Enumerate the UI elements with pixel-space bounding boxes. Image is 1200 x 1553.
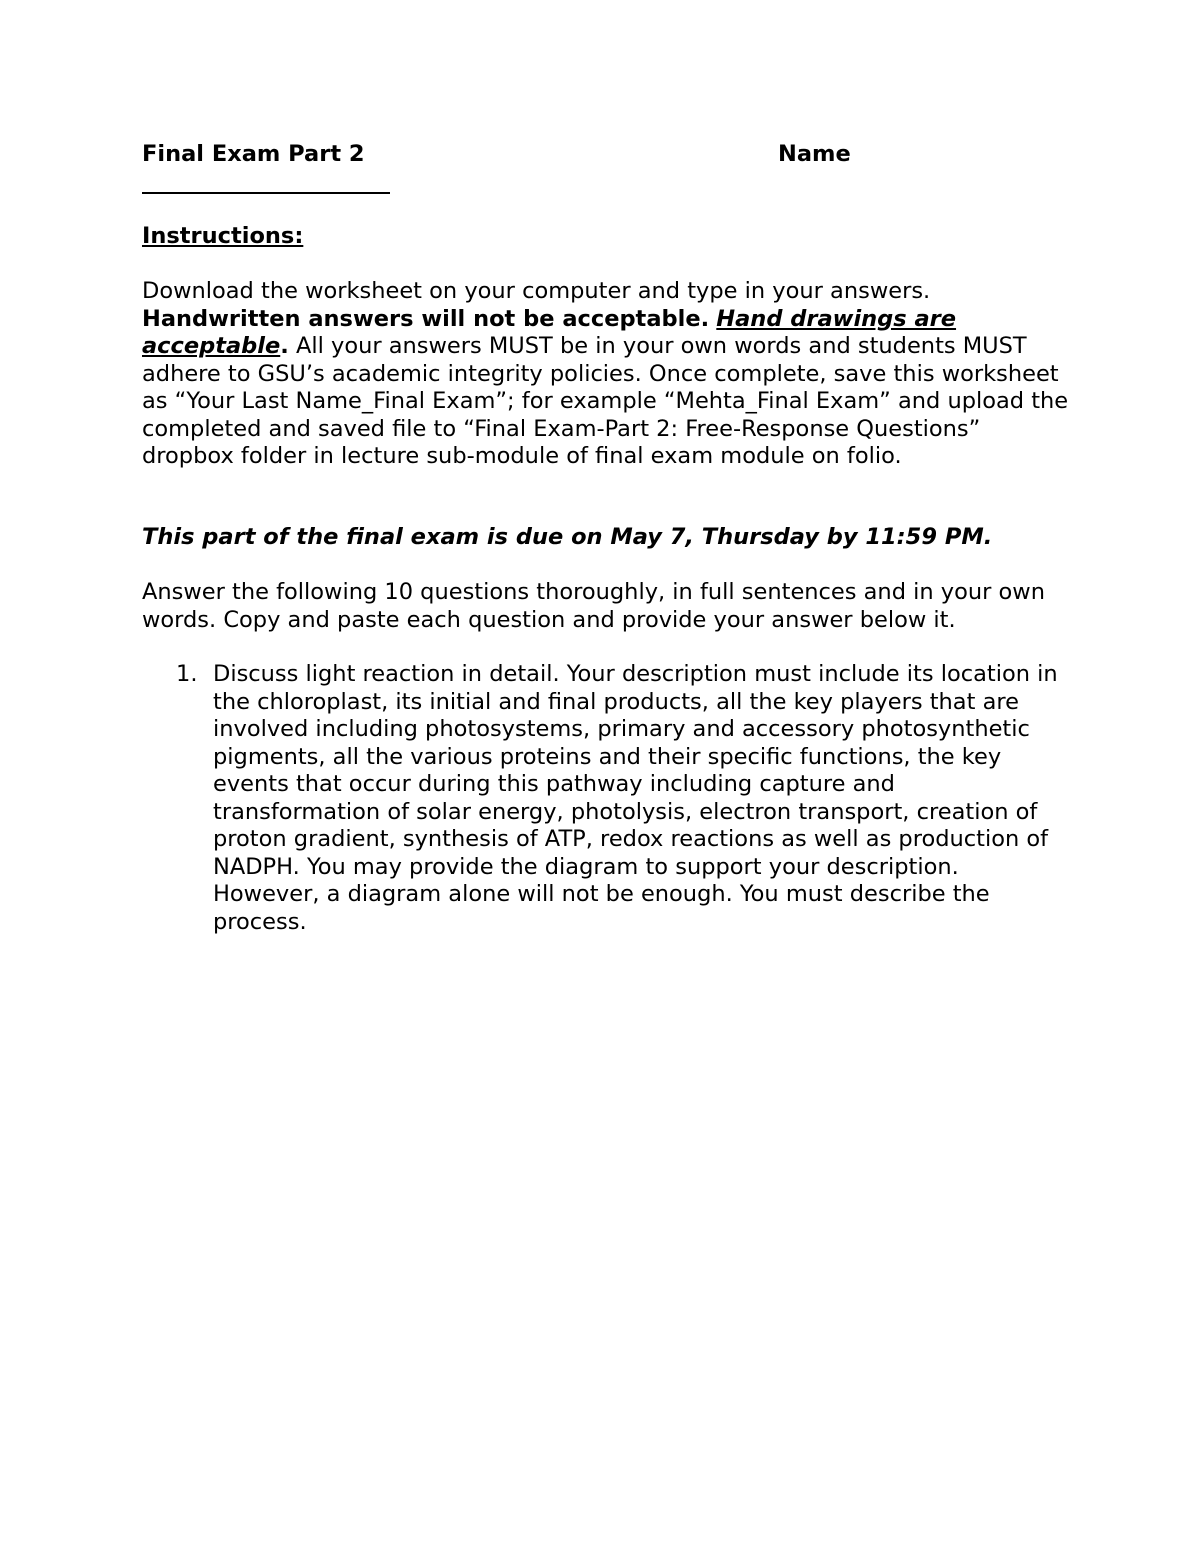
hand-drawings-period: . [280, 333, 289, 359]
question-number: 1. [176, 661, 198, 687]
handwritten-warning: Handwritten answers will not be acceptable. [142, 305, 710, 332]
instructions-text-end: All your answers MUST be in your own words and students MUST adhere to GSU’s academic integrity policies. Once complete, save this worksheet as “Your Last Name_Final Exam”; for example “Mehta_Final Exam” and upload the completed and saved file to “Final Exam-Part 2: Free-Response Questions” dropbox folder in lecture sub-module of final exam module on folio. [142, 333, 1069, 469]
name-blank-line [142, 192, 390, 194]
answer-instructions: Answer the following 10 questions thoroughly, in full sentences and in your own words. Copy and paste each question and provide your answer below it. [142, 579, 1045, 633]
instructions-text-start: Download the worksheet on your computer and type in your answers. [142, 278, 931, 304]
name-label: Name [778, 141, 851, 167]
instructions-heading: Instructions: [142, 223, 304, 249]
document-title: Final Exam Part 2 [142, 141, 365, 167]
header-row [142, 141, 1082, 171]
instructions-paragraph [142, 278, 1072, 471]
question-item [142, 661, 1063, 936]
question-list [142, 661, 1072, 936]
due-date-notice: This part of the final exam is due on May 7, Thursday by 11:59 PM. [142, 524, 993, 550]
hand-drawings-note: Hand drawings are acceptable [142, 305, 957, 359]
question-text: Discuss light reaction in detail. Your description must include its location in the chloroplast, its initial and final products, all the key players that are involved including photosystems, primary and accessory photosynthetic pigments, all the various proteins and their specific functions, the key events that occur during this pathway including capture and transformation of solar energy, photolysis, electron transport, creation of proton gradient, synthesis of ATP, redox reactions as well as production of NADPH. You may provide the diagram to support your description. However, a diagram alone will not be enough. You must describe the process. [213, 661, 1058, 935]
